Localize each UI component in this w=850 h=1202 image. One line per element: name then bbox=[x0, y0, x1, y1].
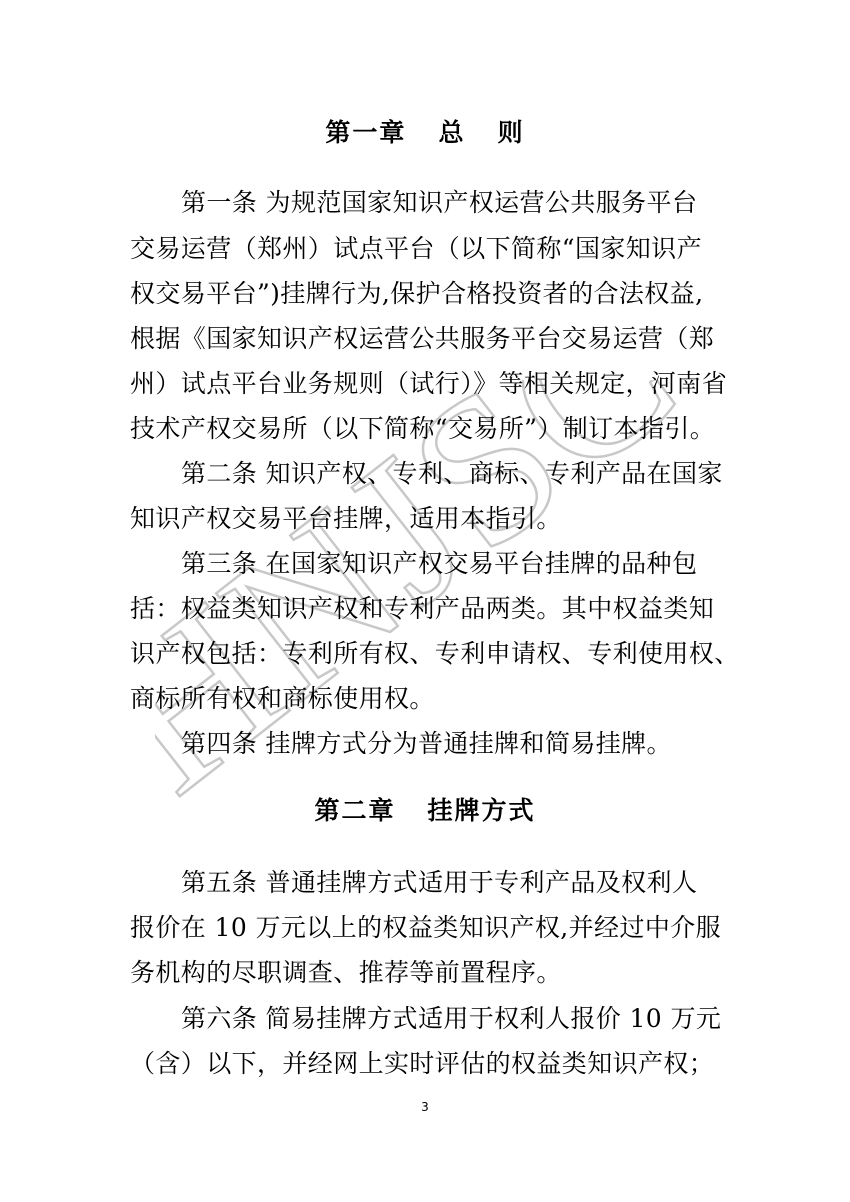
article-3-line: 括：权益类知识产权和专利产品两类。其中权益类知 bbox=[130, 594, 715, 623]
article-5-line: 第五条 普通挂牌方式适用于专利产品及权利人 bbox=[181, 868, 698, 897]
page-number: 3 bbox=[421, 1100, 429, 1114]
article-5-line: 务机构的尽职调查、推荐等前置程序。 bbox=[130, 958, 562, 987]
article-3-line: 识产权包括：专利所有权、专利申请权、专利使用权、 bbox=[130, 639, 740, 668]
article-6-line: （含）以下，并经网上实时评估的权益类知识产权； bbox=[130, 1049, 715, 1078]
article-6-line: 第六条 简易挂牌方式适用于权利人报价 10 万元 bbox=[181, 1004, 722, 1033]
chapter-1-title: 第一章 总 则 bbox=[325, 118, 525, 147]
article-1-line: 第一条 为规范国家知识产权运营公共服务平台 bbox=[181, 188, 698, 217]
article-2-line: 知识产权交易平台挂牌，适用本指引。 bbox=[130, 504, 562, 533]
article-1-line: 技术产权交易所（以下简称“交易所”）制订本指引。 bbox=[130, 414, 716, 443]
article-1-line: 州）试点平台业务规则（试行）》等相关规定，河南省 bbox=[130, 369, 728, 398]
article-1-line: 根据《国家知识产权运营公共服务平台交易运营（郑 bbox=[130, 324, 715, 353]
chapter-2-title: 第二章 挂牌方式 bbox=[314, 796, 536, 825]
watermark-text: HNJSCQ bbox=[155, 380, 715, 820]
article-1-line: 权交易平台”)挂牌行为,保护合格投资者的合法权益, bbox=[130, 279, 704, 308]
article-3-line: 第三条 在国家知识产权交易平台挂牌的品种包 bbox=[181, 549, 698, 578]
article-3-line: 商标所有权和商标使用权。 bbox=[130, 684, 435, 713]
article-1-line: 交易运营（郑州）试点平台（以下简称“国家知识产 bbox=[130, 234, 702, 263]
article-2-line: 第二条 知识产权、专利、商标、专利产品在国家 bbox=[181, 459, 723, 488]
article-4-line: 第四条 挂牌方式分为普通挂牌和简易挂牌。 bbox=[181, 729, 672, 758]
article-5-line: 报价在 10 万元以上的权益类知识产权,并经过中介服 bbox=[130, 913, 722, 942]
